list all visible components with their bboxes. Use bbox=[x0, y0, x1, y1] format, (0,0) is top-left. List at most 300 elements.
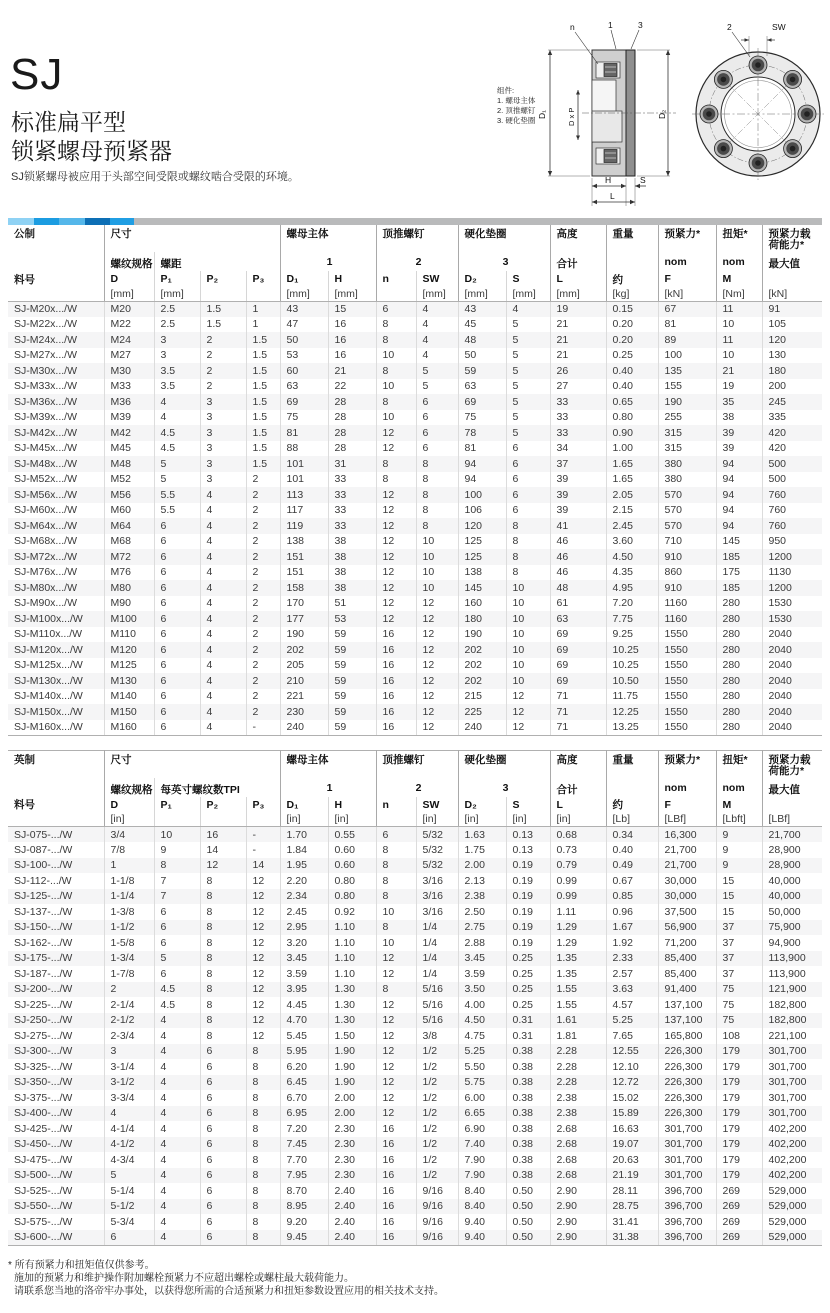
part-number-cell: SJ-450-.../W bbox=[14, 1138, 73, 1151]
data-cell: 8 bbox=[200, 920, 246, 936]
data-cell: 5/32 bbox=[416, 827, 458, 843]
table-row bbox=[8, 611, 822, 627]
header-cell bbox=[376, 813, 416, 827]
data-cell: 2.38 bbox=[550, 1106, 606, 1122]
header-cell: [LBf] bbox=[658, 813, 716, 827]
data-cell: 6.20 bbox=[280, 1059, 328, 1075]
data-cell: 2 bbox=[246, 503, 280, 519]
data-cell: 4 bbox=[200, 534, 246, 550]
data-cell: 2040 bbox=[762, 658, 822, 674]
data-cell: 180 bbox=[762, 363, 822, 379]
data-cell: 10 bbox=[716, 317, 762, 333]
data-cell: 1.50 bbox=[328, 1028, 376, 1044]
data-cell: 226,300 bbox=[658, 1044, 716, 1060]
data-cell: 47 bbox=[280, 317, 328, 333]
data-cell: 4 bbox=[154, 394, 200, 410]
data-cell: 10 bbox=[506, 580, 550, 596]
data-cell: 10 bbox=[154, 827, 200, 843]
data-cell: 185 bbox=[716, 549, 762, 565]
data-cell: 8 bbox=[416, 518, 458, 534]
data-cell: 0.79 bbox=[550, 858, 606, 874]
data-cell: 8 bbox=[246, 1090, 280, 1106]
data-cell: 10 bbox=[416, 565, 458, 581]
data-cell: 59 bbox=[328, 642, 376, 658]
data-cell: 0.19 bbox=[506, 904, 550, 920]
imperial-table bbox=[8, 750, 822, 1246]
part-number-cell: SJ-M76x.../W bbox=[14, 566, 78, 579]
pitch-label: 螺距 bbox=[154, 252, 280, 271]
data-cell: 12 bbox=[376, 441, 416, 457]
data-cell: 3.59 bbox=[280, 966, 328, 982]
header-cell: 料号 bbox=[14, 799, 35, 811]
data-cell: 1550 bbox=[658, 704, 716, 720]
part-number-cell: SJ-M56x.../W bbox=[14, 488, 78, 501]
data-cell: 16 bbox=[376, 658, 416, 674]
data-cell: 21 bbox=[550, 317, 606, 333]
header-cell: [mm] bbox=[104, 287, 154, 301]
data-cell: 91 bbox=[762, 301, 822, 317]
data-cell: 38 bbox=[328, 580, 376, 596]
data-cell: 6 bbox=[200, 1059, 246, 1075]
data-cell: 5 bbox=[506, 363, 550, 379]
dim-label-h: H bbox=[605, 175, 612, 185]
data-cell: 8 bbox=[200, 997, 246, 1013]
table-row bbox=[8, 456, 822, 472]
data-cell: 2 bbox=[246, 487, 280, 503]
data-cell: 28 bbox=[328, 441, 376, 457]
part-number-cell: SJ-M100x.../W bbox=[14, 612, 83, 625]
data-cell: 8 bbox=[200, 1028, 246, 1044]
data-cell: 1550 bbox=[658, 627, 716, 643]
data-cell: 10 bbox=[506, 658, 550, 674]
size-group-label: 尺寸 bbox=[104, 751, 280, 778]
data-cell: 4 bbox=[200, 580, 246, 596]
data-cell: 6 bbox=[154, 966, 200, 982]
data-cell: 2.40 bbox=[328, 1183, 376, 1199]
data-cell: 6 bbox=[506, 441, 550, 457]
data-cell: 4 bbox=[200, 549, 246, 565]
table-row bbox=[8, 642, 822, 658]
data-cell: 125 bbox=[458, 549, 506, 565]
data-cell: 269 bbox=[716, 1230, 762, 1246]
data-cell: 710 bbox=[658, 534, 716, 550]
data-cell: 6 bbox=[154, 920, 200, 936]
data-cell: 0.31 bbox=[506, 1013, 550, 1029]
data-cell: 12 bbox=[200, 858, 246, 874]
data-cell: 100 bbox=[458, 487, 506, 503]
data-cell: 6 bbox=[200, 1044, 246, 1060]
part-number-cell: SJ-M160x.../W bbox=[8, 720, 104, 736]
data-cell: M80 bbox=[104, 580, 154, 596]
data-cell: 6 bbox=[200, 1168, 246, 1184]
header-cell bbox=[246, 813, 280, 827]
header-cell: [kg] bbox=[606, 287, 658, 301]
data-cell: 2.28 bbox=[550, 1044, 606, 1060]
data-cell: 4 bbox=[200, 689, 246, 705]
part-number-cell: SJ-350-.../W bbox=[14, 1076, 73, 1089]
data-cell: 8 bbox=[376, 472, 416, 488]
data-cell: 301,700 bbox=[658, 1137, 716, 1153]
data-cell: 1160 bbox=[658, 611, 716, 627]
data-cell: 12 bbox=[246, 889, 280, 905]
table-row bbox=[8, 518, 822, 534]
data-cell: 69 bbox=[280, 394, 328, 410]
part-number-cell: SJ-475-.../W bbox=[14, 1153, 73, 1166]
data-cell: 2 bbox=[246, 642, 280, 658]
data-cell: 81 bbox=[280, 425, 328, 441]
data-cell: 0.55 bbox=[328, 827, 376, 843]
symbol-header-row bbox=[8, 271, 822, 287]
table-row bbox=[8, 658, 822, 674]
data-cell: 1.90 bbox=[328, 1059, 376, 1075]
data-cell: 529,000 bbox=[762, 1199, 822, 1215]
data-cell: 0.38 bbox=[506, 1168, 550, 1184]
data-cell: 8 bbox=[376, 317, 416, 333]
data-cell: 180 bbox=[458, 611, 506, 627]
data-cell: 269 bbox=[716, 1183, 762, 1199]
size-group-label: 尺寸 bbox=[104, 225, 280, 252]
data-cell: 10.25 bbox=[606, 658, 658, 674]
data-cell: 151 bbox=[280, 549, 328, 565]
data-cell: 8 bbox=[376, 842, 416, 858]
data-cell: 94 bbox=[458, 472, 506, 488]
data-cell: 8 bbox=[506, 534, 550, 550]
data-cell: 1/4 bbox=[416, 935, 458, 951]
system-label: 英制 bbox=[14, 754, 35, 766]
table-row bbox=[8, 627, 822, 643]
data-cell: 105 bbox=[762, 317, 822, 333]
data-cell: M76 bbox=[104, 565, 154, 581]
part-number-cell: SJ-M48x.../W bbox=[14, 457, 78, 470]
data-cell: 12 bbox=[506, 689, 550, 705]
data-cell: - bbox=[246, 827, 280, 843]
data-cell: 11 bbox=[716, 332, 762, 348]
table-row bbox=[8, 410, 822, 426]
data-cell: 1.11 bbox=[550, 904, 606, 920]
data-cell: 396,700 bbox=[658, 1214, 716, 1230]
dim-label-s: S bbox=[640, 175, 646, 185]
data-cell: 1.5 bbox=[246, 379, 280, 395]
part-number-cell: SJ-M130x.../W bbox=[14, 674, 83, 687]
data-cell: 175 bbox=[716, 565, 762, 581]
table-row bbox=[8, 827, 822, 843]
data-cell: 2.5 bbox=[154, 317, 200, 333]
data-cell: 1.65 bbox=[606, 456, 658, 472]
data-cell: 12 bbox=[416, 673, 458, 689]
part-number-cell: SJ-200-.../W bbox=[14, 983, 73, 996]
data-cell: 240 bbox=[458, 720, 506, 736]
data-cell: 12 bbox=[376, 1028, 416, 1044]
data-cell: 5 bbox=[104, 1168, 154, 1184]
data-cell: 420 bbox=[762, 441, 822, 457]
data-cell: 37 bbox=[716, 966, 762, 982]
table-row bbox=[8, 1106, 822, 1122]
data-cell: 3-1/4 bbox=[104, 1059, 154, 1075]
nom-label-m: nom bbox=[716, 778, 762, 797]
data-cell: M90 bbox=[104, 596, 154, 612]
data-cell: M140 bbox=[104, 689, 154, 705]
data-cell: 100 bbox=[658, 348, 716, 364]
data-cell: 255 bbox=[658, 410, 716, 426]
data-cell: 9 bbox=[716, 842, 762, 858]
header-cell: D₂ bbox=[458, 271, 506, 287]
data-cell: 280 bbox=[716, 704, 762, 720]
part-number-cell: SJ-400-.../W bbox=[14, 1107, 73, 1120]
data-cell: 1.30 bbox=[328, 1013, 376, 1029]
data-cell: M39 bbox=[104, 410, 154, 426]
data-cell: 117 bbox=[280, 503, 328, 519]
header-cell: [in] bbox=[506, 813, 550, 827]
data-cell: 2.13 bbox=[458, 873, 506, 889]
table-row bbox=[8, 920, 822, 936]
header-cell: L bbox=[550, 797, 606, 813]
data-cell: M120 bbox=[104, 642, 154, 658]
data-cell: 12 bbox=[246, 1013, 280, 1029]
part-number-cell: SJ-M68x.../W bbox=[14, 535, 78, 548]
data-cell: 10 bbox=[506, 611, 550, 627]
metric-table bbox=[8, 225, 822, 736]
sub-header-row bbox=[8, 778, 822, 797]
data-cell: 1550 bbox=[658, 673, 716, 689]
data-cell: 8 bbox=[246, 1214, 280, 1230]
data-cell: 6 bbox=[416, 425, 458, 441]
table-row bbox=[8, 472, 822, 488]
header-cell: L bbox=[550, 271, 606, 287]
data-cell: 4 bbox=[154, 1168, 200, 1184]
data-cell: 4 bbox=[154, 1137, 200, 1153]
data-cell: 8.95 bbox=[280, 1199, 328, 1215]
header-cell: H bbox=[328, 797, 376, 813]
data-cell: M60 bbox=[104, 503, 154, 519]
data-cell: 5 bbox=[506, 394, 550, 410]
data-cell: 113 bbox=[280, 487, 328, 503]
data-cell: 37 bbox=[716, 951, 762, 967]
data-cell: 4 bbox=[506, 301, 550, 317]
data-cell: 16 bbox=[328, 332, 376, 348]
data-cell: 5 bbox=[154, 472, 200, 488]
data-cell: 71 bbox=[550, 720, 606, 736]
part-number-cell: SJ-325-.../W bbox=[14, 1060, 73, 1073]
data-cell: 12 bbox=[246, 982, 280, 998]
data-cell: 420 bbox=[762, 425, 822, 441]
data-cell: 8 bbox=[416, 472, 458, 488]
data-cell: 2.28 bbox=[550, 1059, 606, 1075]
header-cell: [in] bbox=[104, 813, 154, 827]
data-cell: 301,700 bbox=[762, 1090, 822, 1106]
data-cell: 910 bbox=[658, 580, 716, 596]
data-cell: 3.5 bbox=[154, 363, 200, 379]
header-cell: [in] bbox=[416, 813, 458, 827]
accent-bar-segment bbox=[8, 218, 34, 225]
data-cell: 0.80 bbox=[606, 410, 658, 426]
accent-bar bbox=[8, 218, 822, 225]
data-cell: M72 bbox=[104, 549, 154, 565]
data-cell: 8 bbox=[246, 1059, 280, 1075]
torque-group-label: 扭矩* bbox=[716, 225, 762, 252]
data-cell: 1.65 bbox=[606, 472, 658, 488]
header-cell: [in] bbox=[550, 813, 606, 827]
data-cell: 94 bbox=[458, 456, 506, 472]
data-cell: 7.40 bbox=[458, 1137, 506, 1153]
data-cell: 2.50 bbox=[458, 904, 506, 920]
data-cell: 4 bbox=[154, 1152, 200, 1168]
data-cell: 0.19 bbox=[506, 858, 550, 874]
data-cell: 45 bbox=[458, 317, 506, 333]
data-cell: 75,900 bbox=[762, 920, 822, 936]
data-cell: 12.72 bbox=[606, 1075, 658, 1091]
data-cell: 760 bbox=[762, 518, 822, 534]
header-cell: P₂ bbox=[200, 797, 246, 813]
page-title-line2: 锁紧螺母预紧器 bbox=[11, 138, 172, 164]
data-cell: 2-1/4 bbox=[104, 997, 154, 1013]
data-cell: 1.10 bbox=[328, 935, 376, 951]
data-cell: 4 bbox=[154, 1090, 200, 1106]
data-cell: 202 bbox=[280, 642, 328, 658]
component-number-2: 2 bbox=[376, 252, 458, 271]
data-cell: 1.35 bbox=[550, 951, 606, 967]
data-cell: 46 bbox=[550, 549, 606, 565]
height-group-label: 高度 bbox=[550, 751, 606, 778]
data-cell: 0.49 bbox=[606, 858, 658, 874]
data-cell: 7.90 bbox=[458, 1168, 506, 1184]
data-cell: 2.38 bbox=[458, 889, 506, 905]
data-cell: 4 bbox=[200, 642, 246, 658]
data-cell: 2.20 bbox=[280, 873, 328, 889]
data-cell: 75 bbox=[716, 997, 762, 1013]
data-cell: 179 bbox=[716, 1106, 762, 1122]
data-cell: 12 bbox=[416, 627, 458, 643]
data-cell: 8 bbox=[200, 889, 246, 905]
data-cell: 0.13 bbox=[506, 827, 550, 843]
data-cell: 5-1/2 bbox=[104, 1199, 154, 1215]
data-cell: 53 bbox=[328, 611, 376, 627]
data-cell: 9.20 bbox=[280, 1214, 328, 1230]
data-cell: 46 bbox=[550, 534, 606, 550]
part-number-cell: SJ-225-.../W bbox=[14, 998, 73, 1011]
data-cell: 190 bbox=[458, 627, 506, 643]
header-cell: P₃ bbox=[246, 271, 280, 287]
data-cell: 2.57 bbox=[606, 966, 658, 982]
data-cell: 2.38 bbox=[550, 1090, 606, 1106]
data-cell: 2.00 bbox=[328, 1090, 376, 1106]
data-cell: 78 bbox=[458, 425, 506, 441]
data-cell: 6 bbox=[376, 827, 416, 843]
data-cell: 35 bbox=[716, 394, 762, 410]
data-cell: 30,000 bbox=[658, 873, 716, 889]
header-cell: H bbox=[328, 271, 376, 287]
data-cell: 16 bbox=[376, 1121, 416, 1137]
data-cell: 12 bbox=[376, 1013, 416, 1029]
data-cell: 20.63 bbox=[606, 1152, 658, 1168]
data-cell: 280 bbox=[716, 673, 762, 689]
header-cell: [mm] bbox=[154, 287, 200, 301]
weight-group-label: 重量 bbox=[606, 225, 658, 252]
data-cell: 301,700 bbox=[658, 1121, 716, 1137]
data-cell: 94 bbox=[716, 503, 762, 519]
table-row bbox=[8, 487, 822, 503]
data-cell: 59 bbox=[328, 720, 376, 736]
data-cell: 1.5 bbox=[246, 394, 280, 410]
data-cell: 4.5 bbox=[154, 441, 200, 457]
table-row bbox=[8, 673, 822, 689]
data-cell: 4.45 bbox=[280, 997, 328, 1013]
data-cell: 31 bbox=[328, 456, 376, 472]
data-cell: 1-3/8 bbox=[104, 904, 154, 920]
data-cell: 40,000 bbox=[762, 873, 822, 889]
data-cell: 2 bbox=[246, 580, 280, 596]
data-cell: 10 bbox=[506, 642, 550, 658]
data-cell: 8 bbox=[200, 873, 246, 889]
footnotes bbox=[8, 1259, 444, 1298]
data-cell: 205 bbox=[280, 658, 328, 674]
data-cell: 3.45 bbox=[458, 951, 506, 967]
data-cell: 179 bbox=[716, 1075, 762, 1091]
data-cell: 1.55 bbox=[550, 997, 606, 1013]
data-cell: 4 bbox=[154, 1013, 200, 1029]
data-cell: 2040 bbox=[762, 642, 822, 658]
data-cell: 12 bbox=[376, 580, 416, 596]
data-cell: 48 bbox=[550, 580, 606, 596]
data-cell: 4 bbox=[416, 317, 458, 333]
data-cell: 1160 bbox=[658, 596, 716, 612]
data-cell: 2 bbox=[200, 363, 246, 379]
data-cell: 12 bbox=[246, 1028, 280, 1044]
data-cell: 3.5 bbox=[154, 379, 200, 395]
data-cell: 1.35 bbox=[550, 966, 606, 982]
data-cell: 185 bbox=[716, 580, 762, 596]
data-cell: 3/16 bbox=[416, 873, 458, 889]
data-cell: 2 bbox=[246, 658, 280, 674]
data-cell: 1.61 bbox=[550, 1013, 606, 1029]
data-cell: 33 bbox=[550, 410, 606, 426]
data-cell: 145 bbox=[458, 580, 506, 596]
data-cell: 2.45 bbox=[280, 904, 328, 920]
data-cell: 8 bbox=[246, 1230, 280, 1246]
part-number-cell: SJ-087-.../W bbox=[14, 843, 73, 856]
data-cell: 4 bbox=[154, 1121, 200, 1137]
data-cell: 4 bbox=[416, 332, 458, 348]
part-number-cell: SJ-075-.../W bbox=[14, 828, 73, 841]
data-cell: 269 bbox=[716, 1214, 762, 1230]
data-cell: 4.57 bbox=[606, 997, 658, 1013]
data-cell: 0.20 bbox=[606, 332, 658, 348]
data-cell: 120 bbox=[458, 518, 506, 534]
data-cell: 21 bbox=[328, 363, 376, 379]
part-number-cell: SJ-M33x.../W bbox=[14, 380, 78, 393]
data-cell: 2 bbox=[246, 611, 280, 627]
table-row bbox=[8, 565, 822, 581]
data-cell: 2.30 bbox=[328, 1152, 376, 1168]
data-cell: 63 bbox=[458, 379, 506, 395]
data-cell: 160 bbox=[458, 596, 506, 612]
table-row bbox=[8, 1028, 822, 1044]
data-cell: 14 bbox=[200, 842, 246, 858]
data-cell: 402,200 bbox=[762, 1137, 822, 1153]
data-cell: 50,000 bbox=[762, 904, 822, 920]
data-cell: 5/16 bbox=[416, 1013, 458, 1029]
data-cell: 69 bbox=[550, 627, 606, 643]
data-cell: 4 bbox=[154, 1230, 200, 1246]
part-number-cell: SJ-M24x.../W bbox=[14, 333, 78, 346]
data-cell: 16 bbox=[376, 1168, 416, 1184]
data-cell: 6 bbox=[154, 642, 200, 658]
data-cell: 1/4 bbox=[416, 920, 458, 936]
data-cell: 59 bbox=[328, 658, 376, 674]
data-cell: 21 bbox=[550, 332, 606, 348]
part-number-cell: SJ-162-.../W bbox=[14, 936, 73, 949]
data-cell: 5 bbox=[506, 410, 550, 426]
data-cell: 2.40 bbox=[328, 1214, 376, 1230]
